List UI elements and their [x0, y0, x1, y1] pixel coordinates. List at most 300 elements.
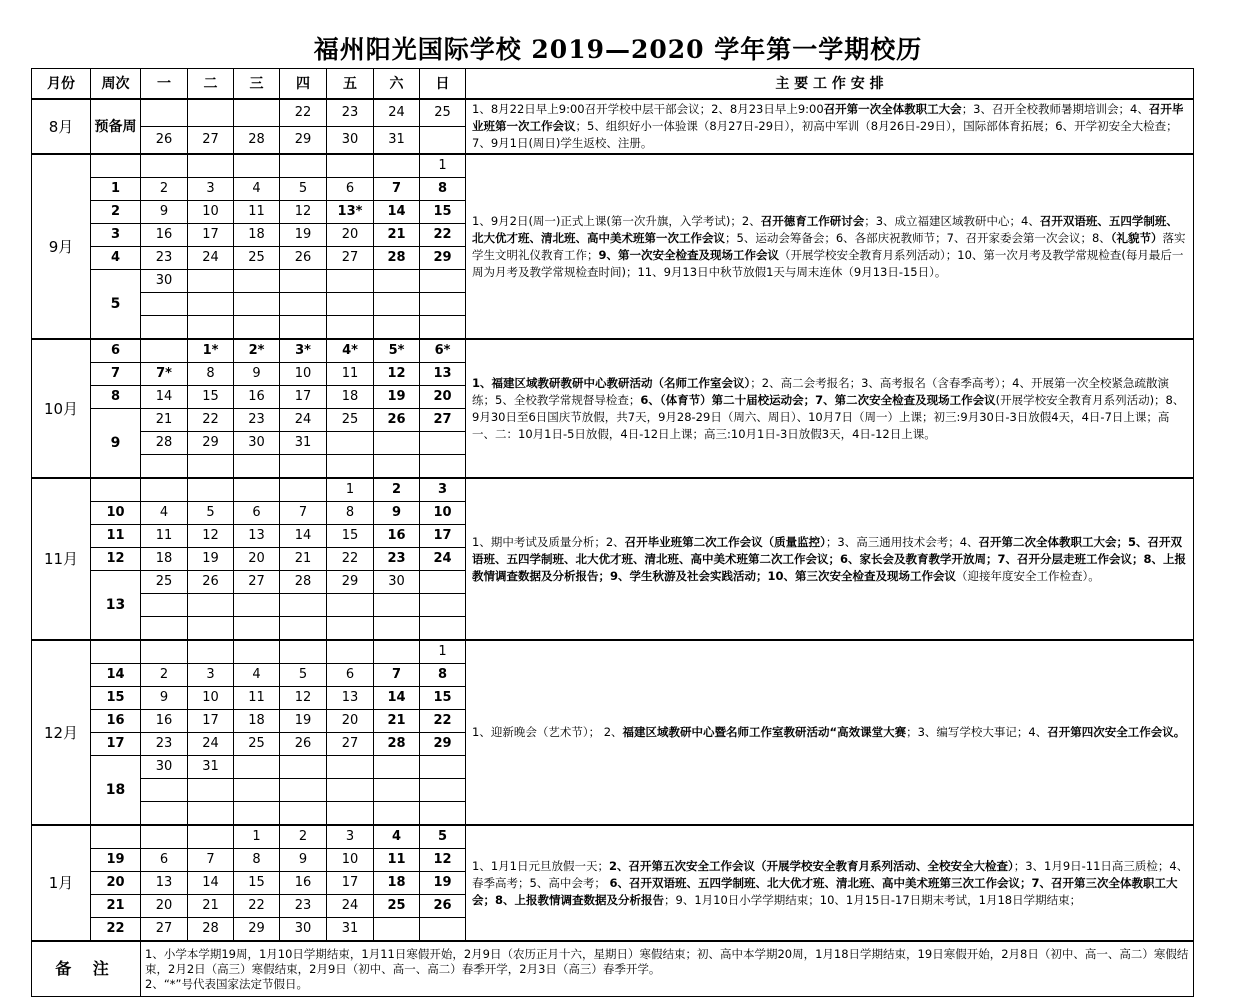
day-cell: 14 — [374, 201, 420, 224]
day-cell: 25 — [234, 247, 280, 270]
day-cell — [327, 316, 374, 340]
day-cell: 15 — [188, 386, 234, 409]
day-cell — [280, 779, 327, 802]
day-cell — [327, 802, 374, 826]
work-text: ；5、运动会筹备会；6、各部庆祝教师节；7、召开家委会第一次会议；8、 — [725, 230, 1111, 245]
day-cell — [327, 617, 374, 641]
day-cell — [420, 802, 466, 826]
work-arrangement — [466, 825, 1194, 941]
day-cell: 23 — [234, 409, 280, 432]
day-cell — [374, 756, 420, 779]
day-cell: 31 — [280, 432, 327, 455]
day-cell: 14 — [280, 525, 327, 548]
day-cell: 26 — [280, 733, 327, 756]
week-number: 19 — [91, 849, 141, 872]
week-number: 13 — [91, 571, 141, 641]
day-cell: 1 — [420, 154, 466, 178]
day-cell: 30 — [141, 756, 188, 779]
day-cell: 29 — [280, 127, 327, 155]
day-cell: 24 — [280, 409, 327, 432]
work-text: 召开第一次全体教职工大会 — [823, 102, 962, 116]
week-number — [91, 825, 141, 849]
day-cell — [234, 99, 280, 127]
work-text: ；3、1月9日-11日高三质检；4、春季高考；5、高中会考； — [472, 858, 1189, 890]
day-cell — [141, 640, 188, 664]
day-cell — [374, 455, 420, 479]
day-cell: 15 — [234, 872, 280, 895]
day-cell: 18 — [374, 872, 420, 895]
day-cell: 12 — [374, 363, 420, 386]
header-work: 主 要 工 作 安 排 — [466, 69, 1194, 100]
month-label: 9月 — [32, 154, 91, 339]
day-cell: 1 — [234, 825, 280, 849]
day-cell: 2 — [374, 478, 420, 502]
day-cell: 21 — [141, 409, 188, 432]
day-cell — [141, 594, 188, 617]
day-cell: 3 — [327, 825, 374, 849]
day-cell: 11 — [374, 849, 420, 872]
day-cell — [420, 293, 466, 316]
day-cell — [141, 825, 188, 849]
day-cell: 15 — [420, 687, 466, 710]
work-text: 1、1月1日元旦放假一天； — [472, 858, 609, 873]
day-cell: 30 — [327, 127, 374, 155]
week-number: 12 — [91, 548, 141, 571]
work-arrangement — [466, 99, 1194, 154]
week-number: 5 — [91, 270, 141, 340]
day-cell: 22 — [280, 99, 327, 127]
day-cell: 14 — [374, 687, 420, 710]
week-number — [91, 478, 141, 502]
day-cell — [141, 99, 188, 127]
day-cell — [188, 802, 234, 826]
day-cell: 7 — [374, 664, 420, 687]
work-text: 福建区域教研中心暨名师工作室教研活动“高效课堂大赛 — [622, 725, 907, 739]
day-cell: 9 — [280, 849, 327, 872]
day-cell — [188, 293, 234, 316]
day-cell: 21 — [374, 224, 420, 247]
day-cell — [420, 432, 466, 455]
day-cell — [327, 594, 374, 617]
day-cell: 6 — [234, 502, 280, 525]
day-cell — [141, 779, 188, 802]
day-cell: 29 — [420, 247, 466, 270]
day-cell: 7 — [374, 178, 420, 201]
day-cell — [234, 802, 280, 826]
day-cell: 9 — [141, 201, 188, 224]
day-cell — [234, 779, 280, 802]
header-row — [32, 69, 1194, 100]
day-cell — [141, 293, 188, 316]
day-cell: 16 — [280, 872, 327, 895]
header-fri: 五 — [327, 69, 374, 100]
calendar-body — [32, 99, 1194, 941]
day-cell: 22 — [420, 710, 466, 733]
day-cell — [280, 802, 327, 826]
calendar-row — [32, 99, 1194, 127]
day-cell: 7 — [280, 502, 327, 525]
day-cell: 30 — [374, 571, 420, 594]
work-text: 落实学生文明礼仪教育工作； — [472, 230, 1186, 262]
day-cell: 21 — [280, 548, 327, 571]
day-cell: 15 — [327, 525, 374, 548]
day-cell: 15 — [420, 201, 466, 224]
header-week: 周次 — [91, 69, 141, 100]
day-cell: 11 — [327, 363, 374, 386]
day-cell — [327, 640, 374, 664]
day-cell: 26 — [141, 127, 188, 155]
day-cell: 13 — [234, 525, 280, 548]
day-cell — [234, 316, 280, 340]
day-cell: 24 — [374, 99, 420, 127]
day-cell: 4 — [234, 178, 280, 201]
day-cell: 5 — [188, 502, 234, 525]
day-cell: 31 — [188, 756, 234, 779]
week-number: 3 — [91, 224, 141, 247]
day-cell: 1 — [420, 640, 466, 664]
day-cell: 25 — [420, 99, 466, 127]
day-cell: 27 — [420, 409, 466, 432]
day-cell: 5 — [420, 825, 466, 849]
day-cell: 16 — [374, 525, 420, 548]
day-cell: 8 — [234, 849, 280, 872]
day-cell — [234, 270, 280, 293]
work-text: （礼貌节） — [1110, 230, 1163, 245]
week-number: 16 — [91, 710, 141, 733]
week-number: 10 — [91, 502, 141, 525]
day-cell: 10 — [327, 849, 374, 872]
work-text: ；9、1月10日小学学期结束；10、1月15日-17日期末考试，1月18日学期结束； — [664, 892, 1082, 907]
day-cell: 3 — [188, 664, 234, 687]
day-cell: 26 — [374, 409, 420, 432]
day-cell: 30 — [234, 432, 280, 455]
day-cell: 31 — [374, 127, 420, 155]
work-text: ；2、高二会考报名；3、高考报名（含春季高考）；4、开展第一次全校紧急疏散演练；5、全校教学常规督导检查； — [472, 375, 1169, 407]
day-cell: 31 — [327, 918, 374, 942]
day-cell — [280, 478, 327, 502]
day-cell — [327, 293, 374, 316]
day-cell — [420, 270, 466, 293]
day-cell: 20 — [234, 548, 280, 571]
day-cell: 14 — [141, 386, 188, 409]
day-cell: 3 — [420, 478, 466, 502]
day-cell: 22 — [188, 409, 234, 432]
day-cell: 18 — [141, 548, 188, 571]
work-arrangement — [466, 339, 1194, 478]
work-text: ；3、编写学校大事记；4、 — [906, 725, 1048, 739]
day-cell: 18 — [327, 386, 374, 409]
day-cell — [374, 779, 420, 802]
day-cell — [420, 617, 466, 641]
day-cell — [280, 270, 327, 293]
week-number: 9 — [91, 409, 141, 479]
work-text: 1、9月2日(周一)正式上课(第一次升旗，入学考试)；2、 — [472, 213, 761, 228]
day-cell: 17 — [188, 224, 234, 247]
day-cell: 10 — [420, 502, 466, 525]
day-cell: 17 — [280, 386, 327, 409]
day-cell: 8 — [188, 363, 234, 386]
month-label: 12月 — [32, 640, 91, 825]
day-cell: 30 — [280, 918, 327, 942]
day-cell — [234, 594, 280, 617]
day-cell — [420, 779, 466, 802]
day-cell — [280, 756, 327, 779]
day-cell — [234, 455, 280, 479]
month-label: 11月 — [32, 478, 91, 640]
work-text: 召开第二次全体教职工大会；5、召开双语班、五四学制班、北大优才班、清北班、高中美术班第二次工作会议；6、家长会及教育教学开放周；7、召开分层走班工作会议；8、上报教情调查数据及分析报告；9、学生秋游及社会实践活动；10、第三次安全检查及现场工作会议 — [472, 534, 1186, 583]
day-cell — [188, 594, 234, 617]
work-arrangement — [466, 478, 1194, 640]
day-cell — [327, 779, 374, 802]
day-cell: 6 — [327, 664, 374, 687]
day-cell — [141, 455, 188, 479]
day-cell: 6 — [141, 849, 188, 872]
day-cell: 22 — [420, 224, 466, 247]
day-cell: 3 — [188, 178, 234, 201]
day-cell — [327, 455, 374, 479]
day-cell: 22 — [327, 548, 374, 571]
day-cell — [234, 478, 280, 502]
day-cell — [280, 154, 327, 178]
calendar-row — [32, 825, 1194, 849]
day-cell — [327, 756, 374, 779]
day-cell — [374, 293, 420, 316]
notes-label: 备 注 — [32, 941, 141, 997]
work-text: 9、第一次安全检查及现场工作会议 — [598, 247, 779, 262]
day-cell — [188, 617, 234, 641]
day-cell: 28 — [234, 127, 280, 155]
work-text: 召开第四次安全工作会议。 — [1047, 725, 1186, 739]
work-text: 1、8月22日早上9:00召开学校中层干部会议；2、8月23日早上9:00 — [472, 102, 824, 116]
day-cell — [374, 154, 420, 178]
day-cell: 28 — [280, 571, 327, 594]
page-title: 福州阳光国际学校 2019—2020 学年第一学期校历 — [313, 35, 923, 64]
day-cell: 12 — [280, 687, 327, 710]
day-cell — [141, 478, 188, 502]
day-cell: 13 — [141, 872, 188, 895]
work-text: ；5、组织好小一体验课（8月27日-29日），初高中军训（8月26日-29日），国际部体育拓展；6、开学初安全大检查；7、9月1日(周日)学生返校、注册。 — [472, 119, 1178, 150]
day-cell: 5 — [280, 664, 327, 687]
day-cell: 23 — [141, 733, 188, 756]
day-cell: 25 — [234, 733, 280, 756]
day-cell: 6* — [420, 339, 466, 363]
day-cell: 27 — [141, 918, 188, 942]
work-arrangement — [466, 154, 1194, 339]
day-cell — [234, 617, 280, 641]
day-cell: 4 — [141, 502, 188, 525]
week-number: 1 — [91, 178, 141, 201]
day-cell: 18 — [234, 710, 280, 733]
day-cell: 16 — [234, 386, 280, 409]
school-calendar-table — [31, 68, 1194, 997]
work-text: 6、召开双语班、五四学制班、北大优才班、清北班、高中美术班第三次工作会议；7、召开第三次全体教职工大会；8、上报教情调查数据及分析报告 — [472, 875, 1178, 907]
day-cell — [420, 918, 466, 942]
week-number: 8 — [91, 386, 141, 409]
work-text: 1、迎新晚会（艺术节）； 2、 — [472, 725, 623, 739]
day-cell: 23 — [374, 548, 420, 571]
day-cell — [374, 270, 420, 293]
work-text: (开展学校安全教育月系列活动)；8、9月30日至6日国庆节放假，共7天，9月28-29日（周六、周日）、10月7日（周一）上课；初三:9月30日-3日放假4天，4日-7日上课；高一、二：10月1日-5日放假，4日-12日上课；高三:10月1日-3日放假3天，4日-12日上课。 — [472, 392, 1185, 441]
day-cell: 2 — [141, 178, 188, 201]
calendar-row — [32, 339, 1194, 363]
work-text: ；3、成立福建区域教研中心；4、 — [864, 213, 1040, 228]
day-cell — [280, 617, 327, 641]
work-text: ；3、高三通用技术会考；4、 — [825, 534, 979, 549]
work-text: 召开德育工作研讨会 — [760, 213, 865, 228]
day-cell: 5* — [374, 339, 420, 363]
day-cell — [420, 594, 466, 617]
day-cell: 10 — [188, 201, 234, 224]
day-cell: 19 — [280, 710, 327, 733]
day-cell: 27 — [188, 127, 234, 155]
day-cell: 8 — [420, 664, 466, 687]
day-cell: 12 — [280, 201, 327, 224]
day-cell: 27 — [327, 247, 374, 270]
work-text: ；3、召开全校教师暑期培训会；4、 — [961, 102, 1149, 116]
day-cell: 28 — [374, 733, 420, 756]
work-text: 召开双语班、五四学制班、北大优才班、清北班、高中美术班第一次工作会议 — [472, 213, 1178, 245]
day-cell: 21 — [374, 710, 420, 733]
week-number: 18 — [91, 756, 141, 826]
day-cell — [141, 154, 188, 178]
day-cell — [327, 154, 374, 178]
day-cell: 23 — [327, 99, 374, 127]
day-cell: 2 — [141, 664, 188, 687]
day-cell: 12 — [420, 849, 466, 872]
day-cell — [280, 316, 327, 340]
day-cell — [374, 640, 420, 664]
day-cell: 1 — [327, 478, 374, 502]
day-cell — [374, 918, 420, 942]
day-cell — [374, 316, 420, 340]
day-cell: 26 — [188, 571, 234, 594]
header-sat: 六 — [374, 69, 420, 100]
day-cell — [188, 640, 234, 664]
work-text: 1、期中考试及质量分析；2、 — [472, 534, 625, 549]
day-cell: 4 — [374, 825, 420, 849]
day-cell: 20 — [327, 224, 374, 247]
week-number: 2 — [91, 201, 141, 224]
day-cell: 24 — [420, 548, 466, 571]
day-cell: 17 — [327, 872, 374, 895]
week-number: 20 — [91, 872, 141, 895]
day-cell — [374, 802, 420, 826]
calendar-row — [32, 478, 1194, 502]
header-sun: 日 — [420, 69, 466, 100]
week-number: 7 — [91, 363, 141, 386]
week-number: 11 — [91, 525, 141, 548]
month-label: 8月 — [32, 99, 91, 154]
day-cell — [420, 571, 466, 594]
day-cell: 27 — [327, 733, 374, 756]
day-cell: 24 — [327, 895, 374, 918]
calendar-row — [32, 640, 1194, 664]
day-cell — [374, 594, 420, 617]
day-cell: 2 — [280, 825, 327, 849]
day-cell: 1* — [188, 339, 234, 363]
day-cell: 20 — [327, 710, 374, 733]
day-cell: 6 — [327, 178, 374, 201]
note-line: 1、小学本学期19周，1月10日学期结束，1月11日寒假开始，2月9日（农历正月十六，星期日）寒假结束；初、高中本学期20周，1月18日学期结束，19日寒假开始，2月8日（初中、高一、高二）寒假结束，2月2日（高三）寒假结束，2月9日（初中、高一、高二）春季开学，2月3日（高三）春季开学。 — [145, 946, 1189, 976]
work-text: 召开毕业班第一次工作会议 — [472, 102, 1184, 133]
week-number: 21 — [91, 895, 141, 918]
day-cell — [327, 432, 374, 455]
day-cell: 7 — [188, 849, 234, 872]
day-cell — [188, 825, 234, 849]
day-cell: 7* — [141, 363, 188, 386]
week-number: 预备周 — [91, 99, 141, 154]
day-cell: 29 — [420, 733, 466, 756]
day-cell: 30 — [141, 270, 188, 293]
work-text: 2、召开第五次安全工作会议（开展学校安全教育月系列活动、全校安全大检查） — [608, 858, 1014, 873]
day-cell: 9 — [234, 363, 280, 386]
day-cell: 26 — [420, 895, 466, 918]
day-cell: 8 — [327, 502, 374, 525]
day-cell: 24 — [188, 247, 234, 270]
day-cell: 2* — [234, 339, 280, 363]
day-cell: 25 — [141, 571, 188, 594]
work-text: 6、（体育节）第二十届校运动会；7、第二次安全检查及现场工作会议 — [640, 392, 996, 407]
day-cell: 23 — [141, 247, 188, 270]
day-cell: 13 — [420, 363, 466, 386]
day-cell — [141, 617, 188, 641]
day-cell: 14 — [188, 872, 234, 895]
day-cell — [420, 127, 466, 155]
day-cell: 26 — [280, 247, 327, 270]
day-cell: 10 — [280, 363, 327, 386]
day-cell — [141, 339, 188, 363]
notes-row — [32, 941, 1194, 997]
day-cell — [374, 432, 420, 455]
work-text: （迎接年度安全工作检查）。 — [956, 568, 1100, 583]
week-number: 6 — [91, 339, 141, 363]
day-cell: 11 — [234, 201, 280, 224]
week-number — [91, 154, 141, 178]
day-cell: 28 — [188, 918, 234, 942]
day-cell: 25 — [374, 895, 420, 918]
header-mon: 一 — [141, 69, 188, 100]
day-cell — [141, 802, 188, 826]
week-number: 4 — [91, 247, 141, 270]
day-cell: 29 — [188, 432, 234, 455]
day-cell: 13* — [327, 201, 374, 224]
day-cell — [280, 293, 327, 316]
day-cell: 17 — [420, 525, 466, 548]
header-tue: 二 — [188, 69, 234, 100]
day-cell: 16 — [141, 224, 188, 247]
day-cell: 12 — [188, 525, 234, 548]
week-number: 15 — [91, 687, 141, 710]
day-cell — [280, 594, 327, 617]
day-cell: 11 — [234, 687, 280, 710]
header-month: 月份 — [32, 69, 91, 100]
day-cell: 25 — [327, 409, 374, 432]
day-cell — [188, 455, 234, 479]
day-cell: 19 — [420, 872, 466, 895]
day-cell — [420, 455, 466, 479]
day-cell — [188, 154, 234, 178]
day-cell — [188, 316, 234, 340]
day-cell: 16 — [141, 710, 188, 733]
week-number: 17 — [91, 733, 141, 756]
day-cell: 9 — [374, 502, 420, 525]
day-cell — [327, 270, 374, 293]
header-wed: 三 — [234, 69, 280, 100]
day-cell: 29 — [234, 918, 280, 942]
day-cell: 4 — [234, 664, 280, 687]
calendar-row — [32, 154, 1194, 178]
day-cell — [234, 756, 280, 779]
